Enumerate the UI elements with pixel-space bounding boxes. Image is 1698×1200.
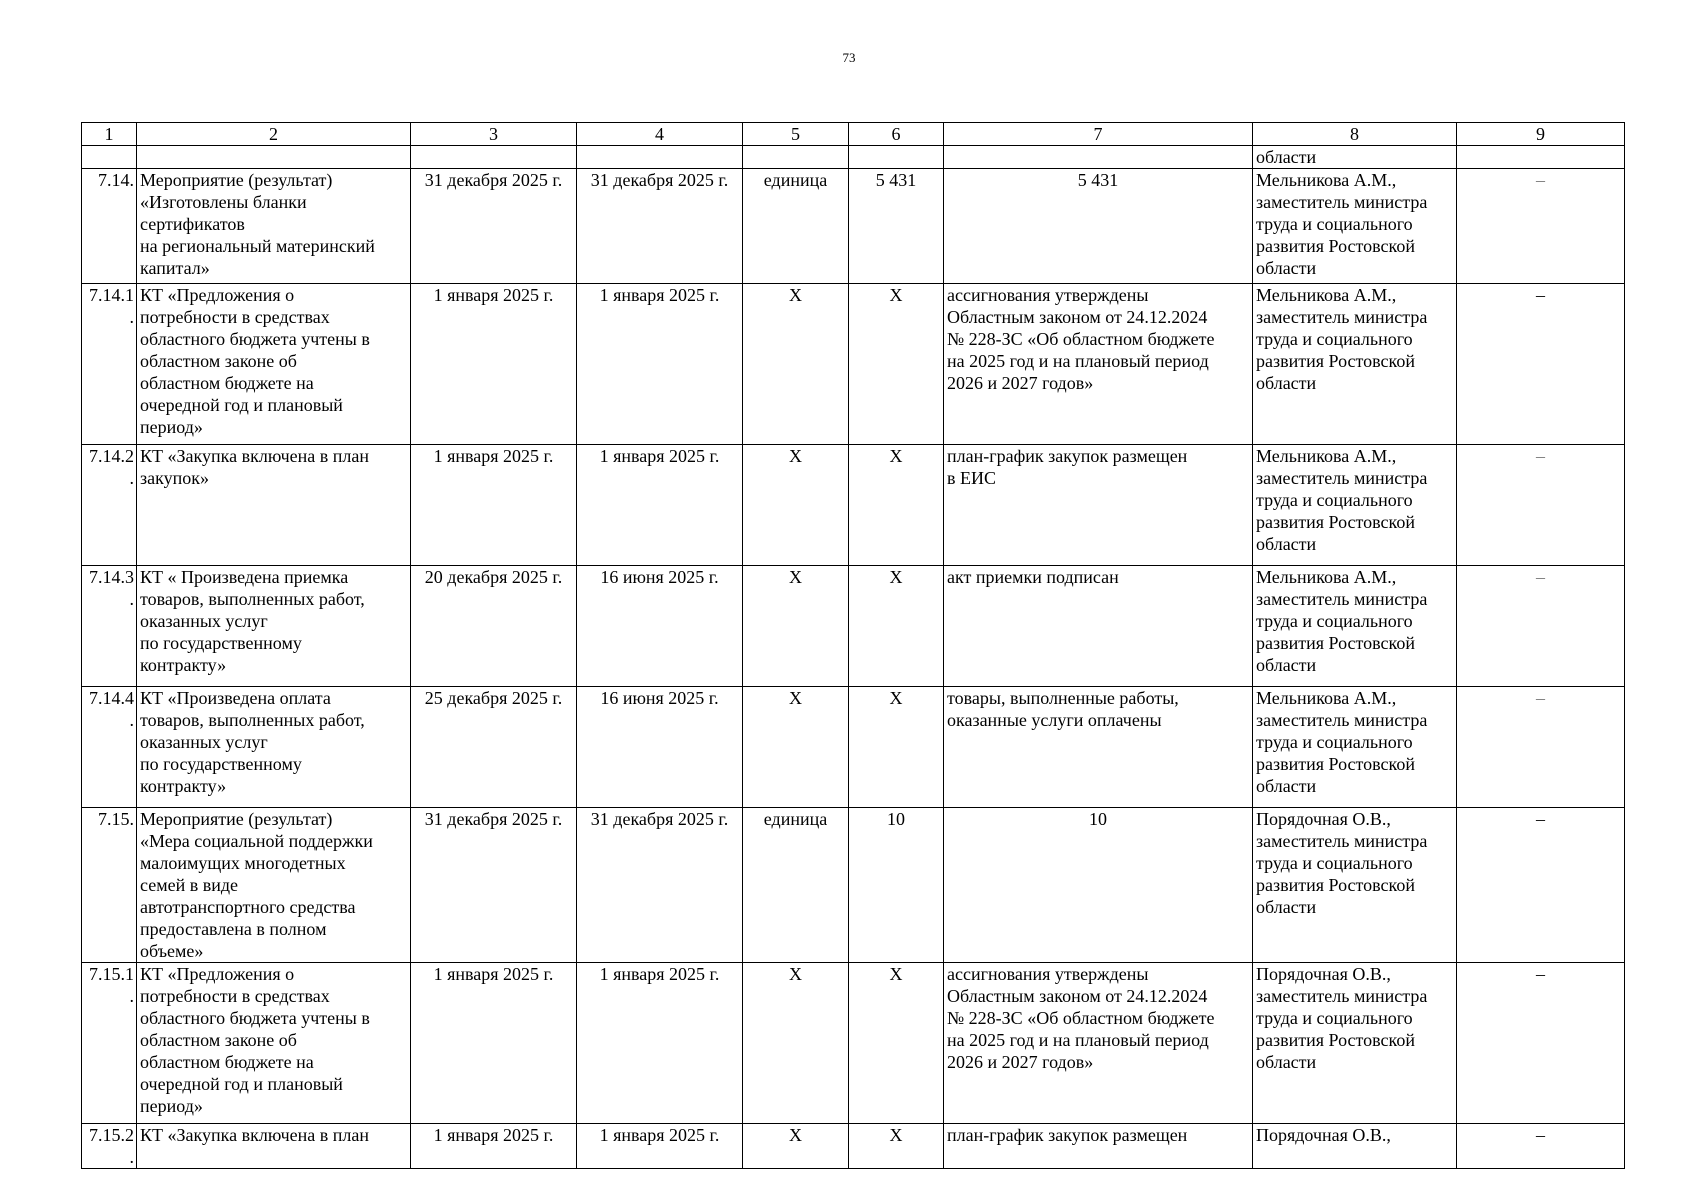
column-header: 7 — [944, 123, 1253, 146]
responsible-cell: Мельникова А.М., заместитель министра труда и социального развития Ростовской области — [1253, 566, 1457, 687]
table-row — [82, 963, 1625, 1124]
column-header: 6 — [849, 123, 944, 146]
responsible-cell: Мельникова А.М., заместитель министра труда и социального развития Ростовской области — [1253, 687, 1457, 808]
document-cell: план-график закупок размещен в ЕИС — [944, 445, 1253, 566]
end-date: 31 декабря 2025 г. — [577, 169, 743, 284]
start-date: 31 декабря 2025 г. — [411, 808, 577, 963]
start-date: 31 декабря 2025 г. — [411, 169, 577, 284]
column-header: 4 — [577, 123, 743, 146]
unit-cell: Х — [743, 284, 849, 445]
column-header: 5 — [743, 123, 849, 146]
document-cell: 10 — [944, 808, 1253, 963]
start-date: 1 января 2025 г. — [411, 963, 577, 1124]
table-row — [82, 566, 1625, 687]
table-row — [82, 284, 1625, 445]
start-date: 25 декабря 2025 г. — [411, 687, 577, 808]
end-date: 31 декабря 2025 г. — [577, 808, 743, 963]
start-date: 20 декабря 2025 г. — [411, 566, 577, 687]
dash-cell: – — [1457, 566, 1625, 687]
value-cell: Х — [849, 687, 944, 808]
responsible-cell: Порядочная О.В., — [1253, 1124, 1457, 1169]
dash-cell: – — [1457, 1124, 1625, 1169]
start-date: 1 января 2025 г. — [411, 445, 577, 566]
event-name: КТ «Произведена оплата товаров, выполненных работ, оказанных услуг по государственному контракту» — [137, 687, 411, 808]
value-cell: Х — [849, 963, 944, 1124]
value-cell: 5 431 — [849, 169, 944, 284]
row-number: 7.15. — [82, 808, 137, 963]
dash-cell: – — [1457, 808, 1625, 963]
column-header: 1 — [82, 123, 137, 146]
responsible-cell: Мельникова А.М., заместитель министра труда и социального развития Ростовской области — [1253, 169, 1457, 284]
start-date: 1 января 2025 г. — [411, 284, 577, 445]
column-header: 2 — [137, 123, 411, 146]
table-row — [82, 1124, 1625, 1169]
responsible-cell: Порядочная О.В., заместитель министра труда и социального развития Ростовской области — [1253, 808, 1457, 963]
document-cell: план-график закупок размещен — [944, 1124, 1253, 1169]
row-number: 7.14. — [82, 169, 137, 284]
column-header: 3 — [411, 123, 577, 146]
end-date: 1 января 2025 г. — [577, 284, 743, 445]
value-cell: Х — [849, 566, 944, 687]
column-header: 8 — [1253, 123, 1457, 146]
row-number: 7.15.1. — [82, 963, 137, 1124]
unit-cell: единица — [743, 169, 849, 284]
row-number: 7.14.3. — [82, 566, 137, 687]
table-header-row — [82, 123, 1625, 146]
responsible-cell: области — [1253, 146, 1457, 169]
table-row — [82, 687, 1625, 808]
value-cell: 10 — [849, 808, 944, 963]
start-date: 1 января 2025 г. — [411, 1124, 577, 1169]
event-name: Мероприятие (результат) «Изготовлены бланки сертификатов на региональный материнский капитал» — [137, 169, 411, 284]
value-cell: Х — [849, 1124, 944, 1169]
table-row — [82, 445, 1625, 566]
unit-cell: Х — [743, 687, 849, 808]
end-date: 16 июня 2025 г. — [577, 687, 743, 808]
event-name: КТ «Предложения о потребности в средствах областного бюджета учтены в областном законе об областном бюджете на очередной год и плановый период» — [137, 284, 411, 445]
dash-cell: – — [1457, 284, 1625, 445]
end-date: 1 января 2025 г. — [577, 1124, 743, 1169]
row-number: 7.14.4. — [82, 687, 137, 808]
unit-cell: Х — [743, 963, 849, 1124]
table-row-continuation — [82, 146, 1625, 169]
event-name: КТ «Предложения о потребности в средствах областного бюджета учтены в областном законе об областном бюджете на очередной год и плановый период» — [137, 963, 411, 1124]
document-cell: ассигнования утверждены Областным законом от 24.12.2024 № 228-ЗС «Об областном бюджете на 2025 год и на плановый период 2026 и 2027 годов» — [944, 963, 1253, 1124]
dash-cell: – — [1457, 445, 1625, 566]
responsible-cell: Мельникова А.М., заместитель министра труда и социального развития Ростовской области — [1253, 445, 1457, 566]
dash-cell: – — [1457, 687, 1625, 808]
dash-cell: – — [1457, 963, 1625, 1124]
event-name: Мероприятие (результат) «Мера социальной поддержки малоимущих многодетных семей в виде автотранспортного средства предоставлена в полном объеме» — [137, 808, 411, 963]
column-header: 9 — [1457, 123, 1625, 146]
unit-cell: Х — [743, 445, 849, 566]
end-date: 1 января 2025 г. — [577, 445, 743, 566]
unit-cell: единица — [743, 808, 849, 963]
event-name: КТ «Закупка включена в план — [137, 1124, 411, 1169]
event-name: КТ « Произведена приемка товаров, выполненных работ, оказанных услуг по государственному контракту» — [137, 566, 411, 687]
responsible-cell: Мельникова А.М., заместитель министра труда и социального развития Ростовской области — [1253, 284, 1457, 445]
end-date: 1 января 2025 г. — [577, 963, 743, 1124]
value-cell: Х — [849, 445, 944, 566]
unit-cell: Х — [743, 1124, 849, 1169]
table-row — [82, 169, 1625, 284]
table-row — [82, 808, 1625, 963]
unit-cell: Х — [743, 566, 849, 687]
dash-cell: – — [1457, 169, 1625, 284]
page-number: 73 — [842, 50, 856, 65]
row-number: 7.15.2. — [82, 1124, 137, 1169]
document-cell: 5 431 — [944, 169, 1253, 284]
responsible-cell: Порядочная О.В., заместитель министра труда и социального развития Ростовской области — [1253, 963, 1457, 1124]
value-cell: Х — [849, 284, 944, 445]
document-cell: товары, выполненные работы, оказанные услуги оплачены — [944, 687, 1253, 808]
row-number: 7.14.2. — [82, 445, 137, 566]
event-name: КТ «Закупка включена в план закупок» — [137, 445, 411, 566]
plan-table — [81, 122, 1625, 1169]
document-cell: акт приемки подписан — [944, 566, 1253, 687]
row-number: 7.14.1. — [82, 284, 137, 445]
end-date: 16 июня 2025 г. — [577, 566, 743, 687]
document-cell: ассигнования утверждены Областным законом от 24.12.2024 № 228-ЗС «Об областном бюджете на 2025 год и на плановый период 2026 и 2027 годов» — [944, 284, 1253, 445]
